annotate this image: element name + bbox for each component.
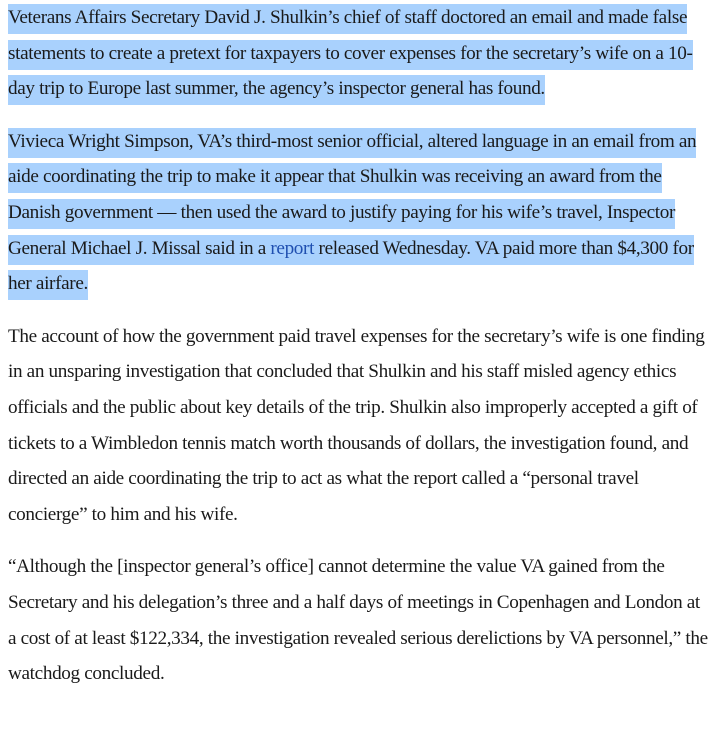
article-body: [8, 0, 710, 709]
paragraph-2: [8, 124, 710, 302]
paragraph-1: [8, 0, 710, 107]
paragraph-2-text-end: released Wednesday. VA paid more than $4,300 for her airfare.: [8, 237, 694, 295]
selected-text-1[interactable]: Veterans Affairs Secretary David J. Shulkin’s chief of staff doctored an email and made false statements to create a pretext for taxpayers to cover expenses for the secretary’s wife on a 10-day trip to Europe last summer, the agency’s inspector general has found.: [8, 4, 693, 105]
paragraph-2-text-start: Vivieca Wright Simpson, VA’s third-most senior official, altered language in an email from an aide coordinating the trip to make it appear that Shulkin was receiving an award from the Danish government — then used the award to justify paying for his wife’s travel, Inspector General Michael J. Missal said in a: [8, 130, 697, 259]
selected-text-2[interactable]: [8, 128, 696, 300]
paragraph-4: “Although the [inspector general’s office] cannot determine the value VA gained from the Secretary and his delegation’s three and a half days of meetings in Copenhagen and London at a cost of at least $122,334, the investigation revealed serious derelictions by VA personnel,” the watchdog concluded.: [8, 556, 708, 685]
paragraph-3: The account of how the government paid travel expenses for the secretary’s wife is one finding in an unsparing investigation that concluded that Shulkin and his staff misled agency ethics officials and the public about key details of the trip. Shulkin also improperly accepted a gift of tickets to a Wimbledon tennis match worth thousands of dollars, the investigation found, and directed an aide coordinating the trip to act as what the report called a “personal travel concierge” to him and his wife.: [8, 325, 705, 525]
report-link[interactable]: report: [270, 237, 315, 259]
